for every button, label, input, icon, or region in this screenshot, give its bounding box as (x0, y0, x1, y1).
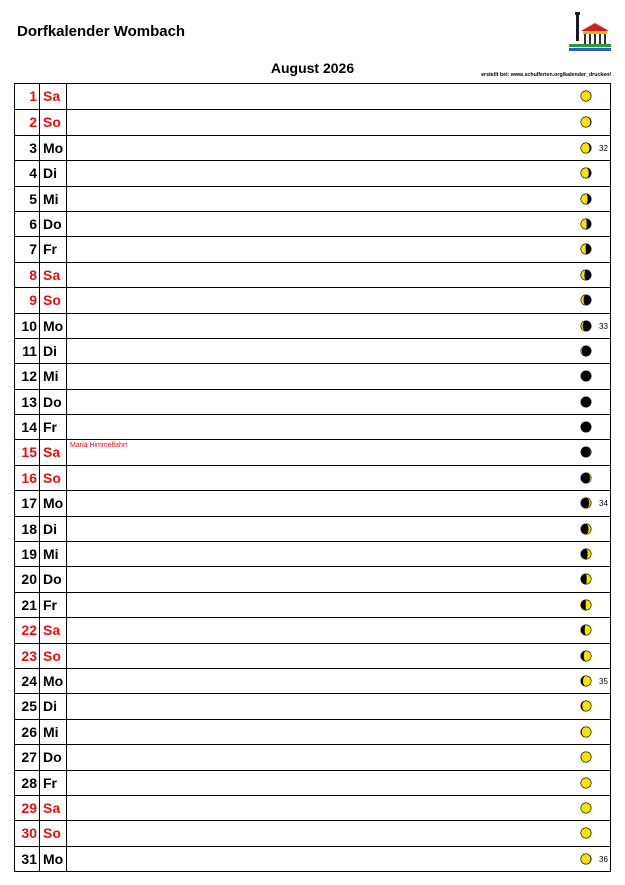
weekday-label: Fr (39, 415, 67, 439)
weekday-label: Sa (39, 84, 67, 109)
moon-phase-icon (580, 853, 592, 865)
holiday-label: Mariä Himmelfahrt (70, 442, 128, 450)
day-number: 16 (21, 469, 37, 486)
weekday-label: Fr (39, 771, 67, 795)
day-row (15, 109, 610, 134)
moon-phase-icon (580, 700, 592, 712)
day-number: 19 (21, 546, 37, 563)
day-row (15, 643, 610, 668)
moon-phase-icon (580, 548, 592, 560)
week-number: 33 (599, 321, 608, 331)
day-row (15, 465, 610, 490)
day-row (15, 338, 610, 363)
day-row (15, 820, 610, 845)
credit-text: erstellt bei: www.schulferien.org/kalender_drucken/ (481, 72, 611, 78)
weekday-label: Mi (39, 720, 67, 744)
weekday-label: Sa (39, 263, 67, 287)
weekday-label: Mi (39, 187, 67, 211)
moon-phase-icon (580, 218, 592, 230)
day-row (15, 744, 610, 769)
moon-phase-icon (580, 599, 592, 611)
day-number: 15 (21, 444, 37, 461)
weekday-label: Mo (39, 847, 67, 871)
day-number: 2 (29, 114, 37, 131)
moon-phase-icon (580, 802, 592, 814)
moon-phase-icon (580, 294, 592, 306)
moon-phase-icon (580, 90, 592, 102)
moon-phase-icon (580, 472, 592, 484)
day-number: 9 (29, 292, 37, 309)
day-row (15, 211, 610, 236)
day-number: 31 (21, 850, 37, 867)
day-number: 4 (29, 165, 37, 182)
day-number: 29 (21, 799, 37, 816)
day-row (15, 414, 610, 439)
calendar-table (14, 83, 611, 872)
day-row (15, 313, 610, 338)
day-row (15, 846, 610, 871)
week-number: 35 (599, 676, 608, 686)
day-row (15, 363, 610, 388)
day-row (15, 516, 610, 541)
day-row (15, 186, 610, 211)
day-number: 24 (21, 672, 37, 689)
day-number: 22 (21, 622, 37, 639)
weekday-label: Sa (39, 440, 67, 464)
moon-phase-icon (580, 497, 592, 509)
day-number: 21 (21, 596, 37, 613)
day-row (15, 795, 610, 820)
day-row (15, 566, 610, 591)
day-number: 10 (21, 317, 37, 334)
day-number: 28 (21, 774, 37, 791)
weekday-label: Do (39, 212, 67, 236)
moon-phase-icon (580, 726, 592, 738)
moon-phase-icon (580, 193, 592, 205)
day-row (15, 439, 610, 464)
weekday-label: So (39, 466, 67, 490)
day-number: 7 (29, 241, 37, 258)
week-number: 32 (599, 143, 608, 153)
week-number: 36 (599, 854, 608, 864)
day-number: 11 (22, 342, 37, 359)
weekday-label: Sa (39, 618, 67, 642)
moon-phase-icon (580, 396, 592, 408)
day-row (15, 262, 610, 287)
weekday-label: Di (39, 517, 67, 541)
weekday-label: Di (39, 339, 67, 363)
day-number: 26 (21, 723, 37, 740)
day-row (15, 135, 610, 160)
day-number: 5 (29, 190, 37, 207)
day-row (15, 541, 610, 566)
moon-phase-icon (580, 345, 592, 357)
day-number: 3 (29, 139, 37, 156)
day-number: 30 (21, 825, 37, 842)
day-row (15, 719, 610, 744)
day-number: 12 (21, 368, 37, 385)
moon-phase-icon (580, 573, 592, 585)
month-heading: August 2026 (270, 60, 355, 76)
moon-phase-icon (580, 751, 592, 763)
day-row (15, 693, 610, 718)
weekday-label: Mo (39, 314, 67, 338)
day-row (15, 287, 610, 312)
weekday-label: Fr (39, 237, 67, 261)
moon-phase-icon (580, 269, 592, 281)
weekday-label: Mo (39, 669, 67, 693)
day-row (15, 770, 610, 795)
day-number: 1 (29, 88, 37, 104)
day-row (15, 236, 610, 261)
day-number: 8 (29, 266, 37, 283)
weekday-label: So (39, 110, 67, 134)
moon-phase-icon (580, 777, 592, 789)
moon-phase-icon (580, 446, 592, 458)
day-row (15, 160, 610, 185)
weekday-label: Mi (39, 364, 67, 388)
weekday-label: Mo (39, 136, 67, 160)
day-row (15, 490, 610, 515)
weekday-label: So (39, 644, 67, 668)
day-number: 17 (21, 495, 37, 512)
moon-phase-icon (580, 827, 592, 839)
moon-phase-icon (580, 243, 592, 255)
weekday-label: Do (39, 745, 67, 769)
weekday-label: Di (39, 694, 67, 718)
day-number: 23 (21, 647, 37, 664)
moon-phase-icon (580, 624, 592, 636)
village-logo-icon (567, 11, 613, 55)
moon-phase-icon (580, 421, 592, 433)
weekday-label: Mi (39, 542, 67, 566)
day-row (15, 84, 610, 109)
day-number: 6 (29, 215, 37, 232)
day-number: 25 (21, 698, 37, 715)
moon-phase-icon (580, 142, 592, 154)
moon-phase-icon (580, 650, 592, 662)
weekday-label: Sa (39, 796, 67, 820)
weekday-label: Di (39, 161, 67, 185)
weekday-label: Do (39, 567, 67, 591)
week-number: 34 (599, 499, 608, 509)
weekday-label: Do (39, 390, 67, 414)
moon-phase-icon (580, 370, 592, 382)
page-title: Dorfkalender Wombach (17, 23, 186, 40)
weekday-label: Mo (39, 491, 67, 515)
moon-phase-icon (580, 116, 592, 128)
day-number: 27 (21, 749, 37, 766)
moon-phase-icon (580, 167, 592, 179)
day-row (15, 668, 610, 693)
day-number: 14 (21, 419, 37, 436)
day-row (15, 389, 610, 414)
weekday-label: So (39, 821, 67, 845)
day-number: 13 (21, 393, 37, 410)
day-number: 20 (21, 571, 37, 588)
day-row (15, 592, 610, 617)
day-row (15, 617, 610, 642)
moon-phase-icon (580, 675, 592, 687)
weekday-label: So (39, 288, 67, 312)
moon-phase-icon (580, 523, 592, 535)
day-number: 18 (21, 520, 37, 537)
moon-phase-icon (580, 320, 592, 332)
weekday-label: Fr (39, 593, 67, 617)
